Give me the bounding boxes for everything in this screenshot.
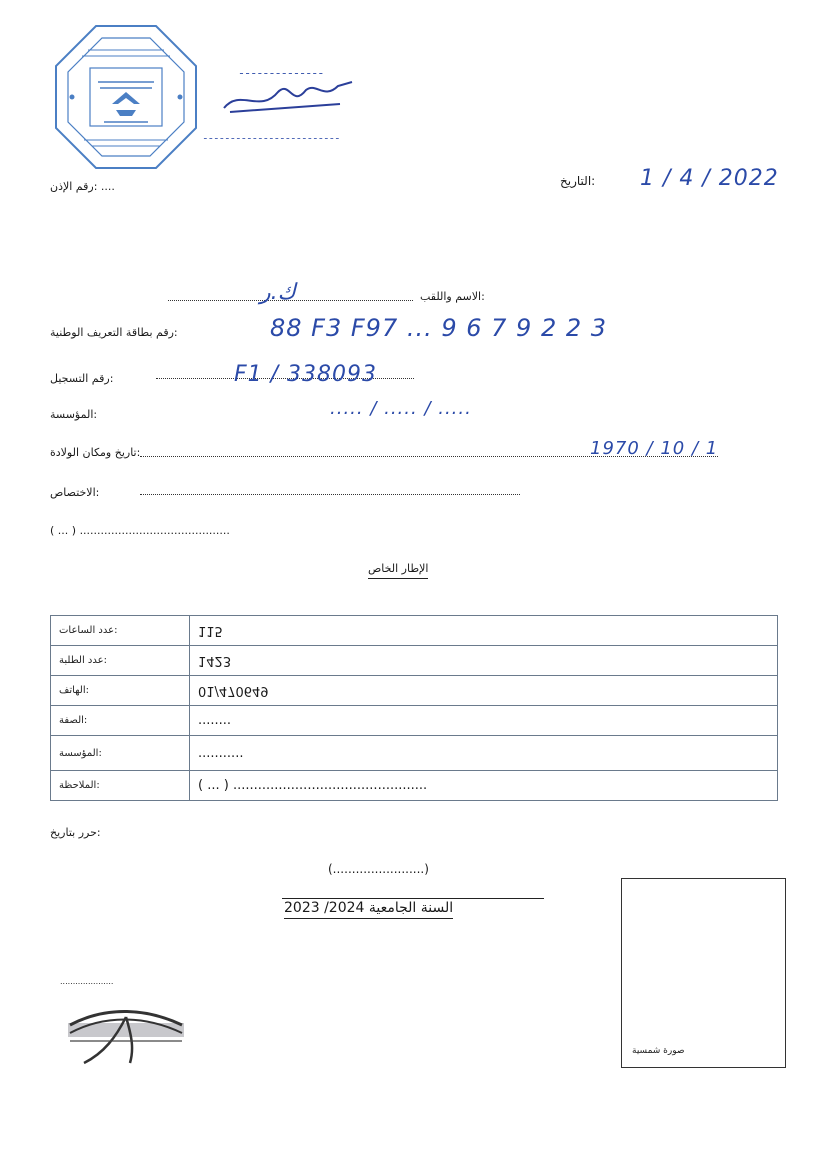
field-label-institution: المؤسسة:: [50, 408, 98, 421]
declaration-text: ( ... ) ...........................................: [50, 524, 230, 537]
field-label-name: الاسم واللقب:: [420, 290, 485, 303]
reference-label: رقم الإذن: ....: [50, 180, 115, 193]
field-value-birth: 1970 / 10 / 1: [590, 438, 719, 459]
table-cell-value: ........: [190, 706, 778, 736]
logo-caption: .....................: [60, 977, 114, 986]
photo-box: [621, 878, 786, 1068]
table-cell-value: ( ... ) ...............................................: [190, 771, 778, 801]
table-cell-value: 01/470649: [190, 676, 778, 706]
divider: [282, 898, 544, 899]
official-stamp: [52, 22, 200, 172]
info-table: [50, 615, 778, 801]
logo-mark: [64, 997, 188, 1067]
school-year: 2023 /2024 السنة الجامعية: [284, 900, 453, 919]
field-label-birth: تاريخ ومكان الولادة:: [50, 446, 141, 459]
table-cell-label: المؤسسة:: [51, 736, 190, 771]
field-dots: [140, 494, 520, 495]
field-label-registration: رقم التسجيل:: [50, 372, 114, 385]
table-cell-label: الملاحظة:: [51, 771, 190, 801]
table-row: [51, 736, 778, 771]
signature-block: [200, 60, 425, 155]
field-value-registration: F1 / 338093: [234, 362, 378, 387]
table-cell-label: الهاتف:: [51, 676, 190, 706]
footer-subtitle: (........................): [328, 862, 429, 876]
table-row: [51, 616, 778, 646]
table-cell-value: ...........: [190, 736, 778, 771]
date-value: 1 / 4 / 2022: [640, 166, 779, 191]
handwritten-signature: [220, 78, 360, 118]
table-cell-label: عدد الطلبة:: [51, 646, 190, 676]
university-logo: [60, 975, 190, 1070]
table-cell-value: 1423: [190, 646, 778, 676]
table-cell-value: 115: [190, 616, 778, 646]
signature-note: ـ ـ ـ ـ ـ ـ ـ ـ ـ ـ ـ ـ ـ ـ ـ ـ ـ ـ ـ ـ ـ ـ ـ ـ ـ: [204, 132, 339, 142]
signature-caption: ـ ـ ـ ـ ـ ـ ـ ـ ـ ـ ـ ـ ـ ـ: [240, 66, 323, 77]
section-title: الإطار الخاص: [368, 562, 428, 579]
field-value-name: ك.ر: [260, 280, 296, 305]
field-label-specialty: الاختصاص:: [50, 486, 100, 499]
table-cell-label: الصفة:: [51, 706, 190, 736]
table-row: [51, 771, 778, 801]
table-row: [51, 706, 778, 736]
photo-label: صورة شمسية: [632, 1046, 685, 1056]
done-label: حرر بتاريخ:: [50, 826, 101, 839]
date-label: التاريخ:: [560, 174, 596, 188]
table-row: [51, 646, 778, 676]
field-value-id: 88 F3 F97 ... 9 6 7 9 2 2 3: [270, 314, 608, 342]
table-row: [51, 676, 778, 706]
field-label-id: رقم بطاقة التعريف الوطنية:: [50, 326, 178, 339]
table-cell-label: عدد الساعات:: [51, 616, 190, 646]
field-value-institution: ..... / ..... / .....: [330, 398, 472, 419]
